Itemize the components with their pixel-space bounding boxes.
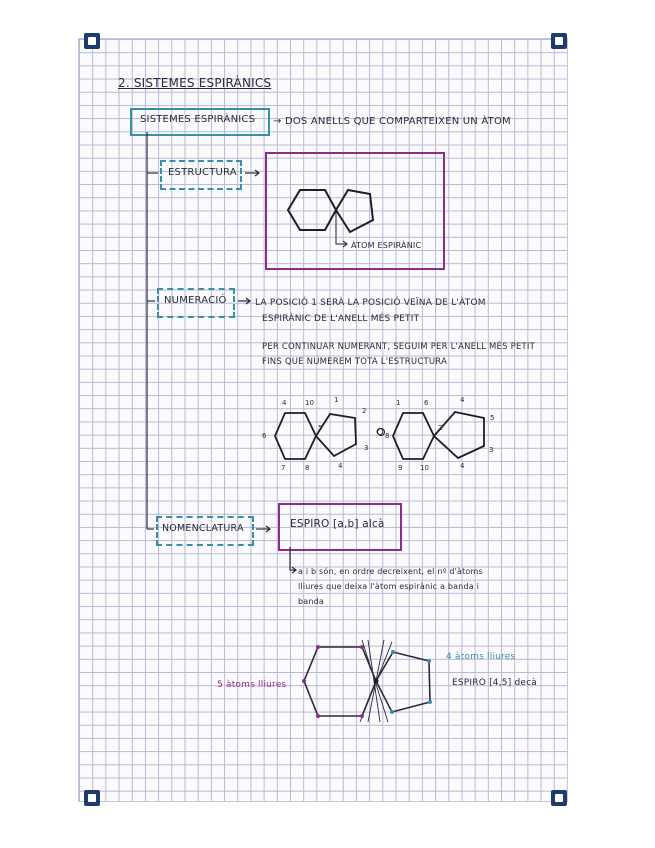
example-right-top-label: 4 àtoms lliures bbox=[446, 652, 516, 662]
page-heading: 2. SISTEMES ESPIRÀNICS bbox=[118, 76, 272, 90]
right-number-6: 9 bbox=[398, 464, 403, 472]
right-number-3: 5 bbox=[490, 414, 495, 422]
numeracio-text-line1: LA POSICIÓ 1 SERÀ LA POSICIÓ VEÏNA DE L'ÀTOM bbox=[255, 298, 486, 308]
right-number-2: 4 bbox=[460, 396, 465, 404]
left-number-0: 4 bbox=[282, 399, 287, 407]
estructura-spiro-molecule bbox=[288, 190, 373, 232]
formula-text: ESPIRO [a,b] alcà bbox=[290, 518, 385, 530]
atom-espiranic-label: ÀTOM ESPIRÀNIC bbox=[351, 241, 422, 250]
nomenclatura-note-line3: banda bbox=[298, 597, 325, 606]
left-number-5: 6 bbox=[262, 432, 267, 440]
nomenclatura-label: NOMENCLATURA bbox=[162, 523, 244, 534]
right-number-8: 4 bbox=[460, 462, 465, 470]
definition-text: → DOS ANELLS QUE COMPARTEIXEN UN ÀTOM bbox=[273, 116, 511, 127]
example-left-label: 5 àtoms lliures bbox=[217, 680, 287, 690]
right-number-4: 3 bbox=[489, 446, 494, 454]
numbering-molecule-right bbox=[393, 412, 484, 459]
nomenclatura-note-line2: lliures que deixa l'àtom espirànic a banda i bbox=[298, 582, 480, 591]
five-membered-ring bbox=[336, 190, 373, 232]
example-name: ESPIRO [4,5] decà bbox=[452, 678, 537, 688]
right-number-0: 1 bbox=[396, 399, 401, 407]
main-topic-label: SISTEMES ESPIRÀNICS bbox=[140, 114, 256, 125]
left-number-2: 1 bbox=[334, 396, 339, 404]
numeracio-text-line2: ESPIRÀNIC DE L'ANELL MÉS PETIT bbox=[262, 314, 420, 324]
right-number-5: 2 bbox=[438, 424, 443, 432]
right-number-7: 10 bbox=[420, 464, 429, 472]
right-number-1: 6 bbox=[424, 399, 429, 407]
numbering-separator: O bbox=[376, 427, 385, 438]
right-numbers bbox=[385, 396, 494, 472]
numeracio-label: NUMERACIÓ bbox=[164, 295, 227, 306]
nomenclatura-note-line1: a i b són, en ordre decreixent, el nº d'àtoms bbox=[298, 567, 483, 576]
left-number-4: 3 bbox=[364, 444, 369, 452]
connector-lines bbox=[147, 132, 296, 573]
left-number-3: 2 bbox=[362, 407, 367, 415]
estructura-label: ESTRUCTURA bbox=[168, 167, 237, 178]
left-number-7: 8 bbox=[305, 464, 310, 472]
numbering-molecule-left bbox=[275, 413, 356, 459]
left-number-1: 10 bbox=[305, 399, 314, 407]
six-membered-ring bbox=[288, 190, 336, 230]
right-number-9: 8 bbox=[385, 432, 390, 440]
left-number-9: 4 bbox=[338, 462, 343, 470]
numeracio-text-line4: FINS QUE NUMEREM TOTA L'ESTRUCTURA bbox=[262, 357, 448, 367]
left-number-8: 5 bbox=[318, 424, 323, 432]
numeracio-text-line3: PER CONTINUAR NUMERANT, SEGUIM PER L'ANELL MÉS PETIT bbox=[262, 342, 536, 352]
or-circle-icon bbox=[378, 429, 385, 436]
left-number-6: 7 bbox=[281, 464, 286, 472]
